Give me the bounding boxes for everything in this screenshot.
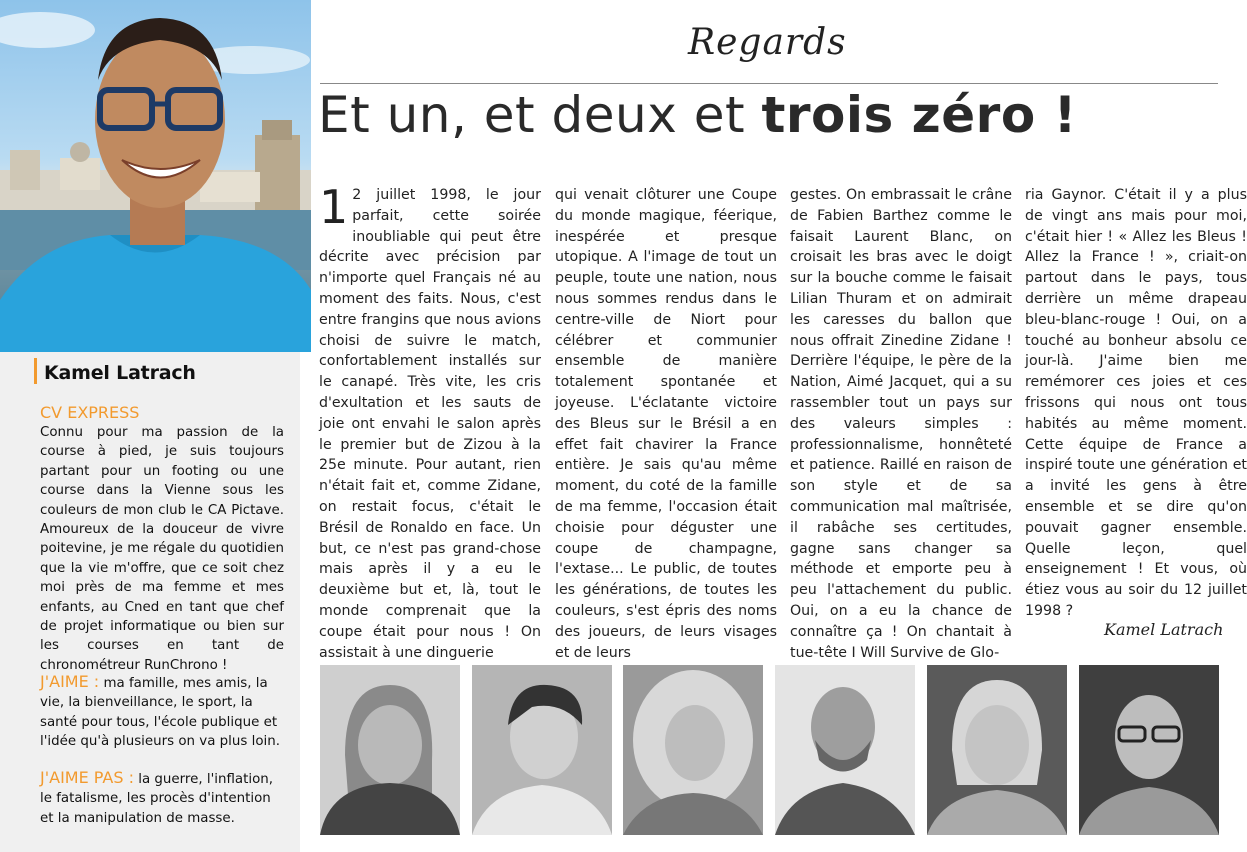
article-column-3: gestes. On embrassait le crâne de Fabien Barthez comme le faisait Laurent Blanc, on croisait les bras avec le doigt sur la bouche comme le faisait Lilian Thuram et on admirait les caresses du ballon que nous offrait Zinedine Zidane ! Derrière l'équipe, le père de la Nation, Aimé Jacquet, qui a su rassembler tout un pays sur des valeurs simples : professionnalisme, honnêteté et patience. Raillé en raison de son style et de sa communication mal maîtrisée, il rabâche ses certitudes, gagne sans changer sa méthode et emporte peu à peu l'attachement du public. Oui, on a eu la chance de connaître ça ! On chantait à tue-tête I Will Survive de Glo- xyxy=(790,187,1012,661)
portrait-4-image xyxy=(775,665,915,835)
dislikes-heading: J'AIME PAS : xyxy=(40,768,134,787)
cv-text: Connu pour ma passion de la course à pied, je suis toujours partant pour un footing ou une course dans la Vienne sous les couleurs de mon club le CA Pictave. Amoureux de la douceur de vivre poitevine, je me régale du quotidien que la vie m'offre, que ce soit chez moi près de ma femme et mes enfants, au Cned en tant que chef de projet informatique ou bien sur les courses en tant de chronométreur RunChrono ! xyxy=(40,425,284,673)
author-photo xyxy=(0,0,311,352)
author-sidebar xyxy=(0,352,300,852)
headline-plain: Et un, et deux et xyxy=(318,86,762,144)
article-headline xyxy=(318,86,1077,144)
dislikes-text: la guerre, l'inflation, le fatalisme, les procès d'intention et la manipulation de masse. xyxy=(40,772,274,826)
signature: Kamel Latrach xyxy=(1104,620,1224,639)
cv-heading: CV EXPRESS xyxy=(40,403,140,422)
portrait-1-image xyxy=(320,665,460,835)
portrait-2 xyxy=(472,665,612,835)
portrait-4 xyxy=(775,665,915,835)
dropcap: 1 xyxy=(319,180,349,234)
column-1-text: 2 juillet 1998, le jour parfait, cette soirée inoubliable qui peut être décrite avec précision par n'importe quel Français né au moment des faits. Nous, c'est entre frangins que nous avions choisi de suivre le match, confortablement installés sur le canapé. Très vite, les cris d'exultation et les sauts de joie ont envahi le salon après le premier but de Zizou à la 25e minute. Pour autant, rien n'était fait et, comme Zidane, on restait focus, c'était le Brésil de Ronaldo en face. Un but, ce n'est pas grand-chose mais après il y a eu le deuxième but et, là, tout le monde comprenait que la coupe était pour nous ! On assistait à une dinguerie xyxy=(319,187,541,661)
dislikes-section xyxy=(40,768,284,828)
author-photo-illustration xyxy=(0,0,311,352)
portrait-2-image xyxy=(472,665,612,835)
article-column-1 xyxy=(319,180,541,661)
author-name: Kamel Latrach xyxy=(44,362,196,384)
article-column-4: ria Gaynor. C'était il y a plus de vingt ans mais pour moi, c'était hier ! « Allez les Bleus ! Allez la France ! », criait-on partout dans le pays, tous derrière un même drapeau bleu-blanc-rouge ! Oui, on a touché au bonheur absolu ce jour-là. J'aime bien me remémorer ces joies et ces frissons qui nous ont tous habités au même moment. Cette équipe de France a inspiré toute une génération et a invité les gens à être ensemble et se dire qu'on pouvait gagner ensemble. Quelle leçon, quel enseignement ! Et vous, où étiez vous au soir du 12 juillet 1998 ? xyxy=(1025,187,1247,619)
section-title: Regards xyxy=(688,22,847,63)
header-rule xyxy=(320,83,1218,84)
portrait-1 xyxy=(320,665,460,835)
portrait-3-image xyxy=(623,665,763,835)
cv-express-section xyxy=(40,403,284,675)
portrait-5 xyxy=(927,665,1067,835)
likes-section xyxy=(40,672,284,752)
article-column-2: qui venait clôturer une Coupe du monde magique, féerique, inespérée et presque utopique. A l'image de tout un peuple, toute une nation, nous nous sommes rendus dans le centre-ville de Niort pour célébrer et communier ensemble de manière totalement spontanée et joyeuse. L'éclatante victoire des Bleus sur le Brésil a en effet fait chavirer la France entière. Je sais qu'au même moment, du coté de la famille de ma femme, l'occasion était choisie pour déguster une coupe de champagne, l'extase... Le public, de toutes les générations, de toutes les couleurs, s'est épris des noms des joueurs, de leurs visages et de leurs xyxy=(555,187,777,661)
portrait-6 xyxy=(1079,665,1219,835)
author-accent-bar xyxy=(34,358,37,384)
portrait-3 xyxy=(623,665,763,835)
likes-heading: J'AIME : xyxy=(40,672,100,691)
portrait-5-image xyxy=(927,665,1067,835)
headline-bold: trois zéro ! xyxy=(761,86,1077,144)
likes-text: ma famille, mes amis, la vie, la bienveillance, le sport, la santé pour tous, l'école publique et l'idée qu'à plusieurs on va plus loin. xyxy=(40,676,280,750)
portrait-6-image xyxy=(1079,665,1219,835)
